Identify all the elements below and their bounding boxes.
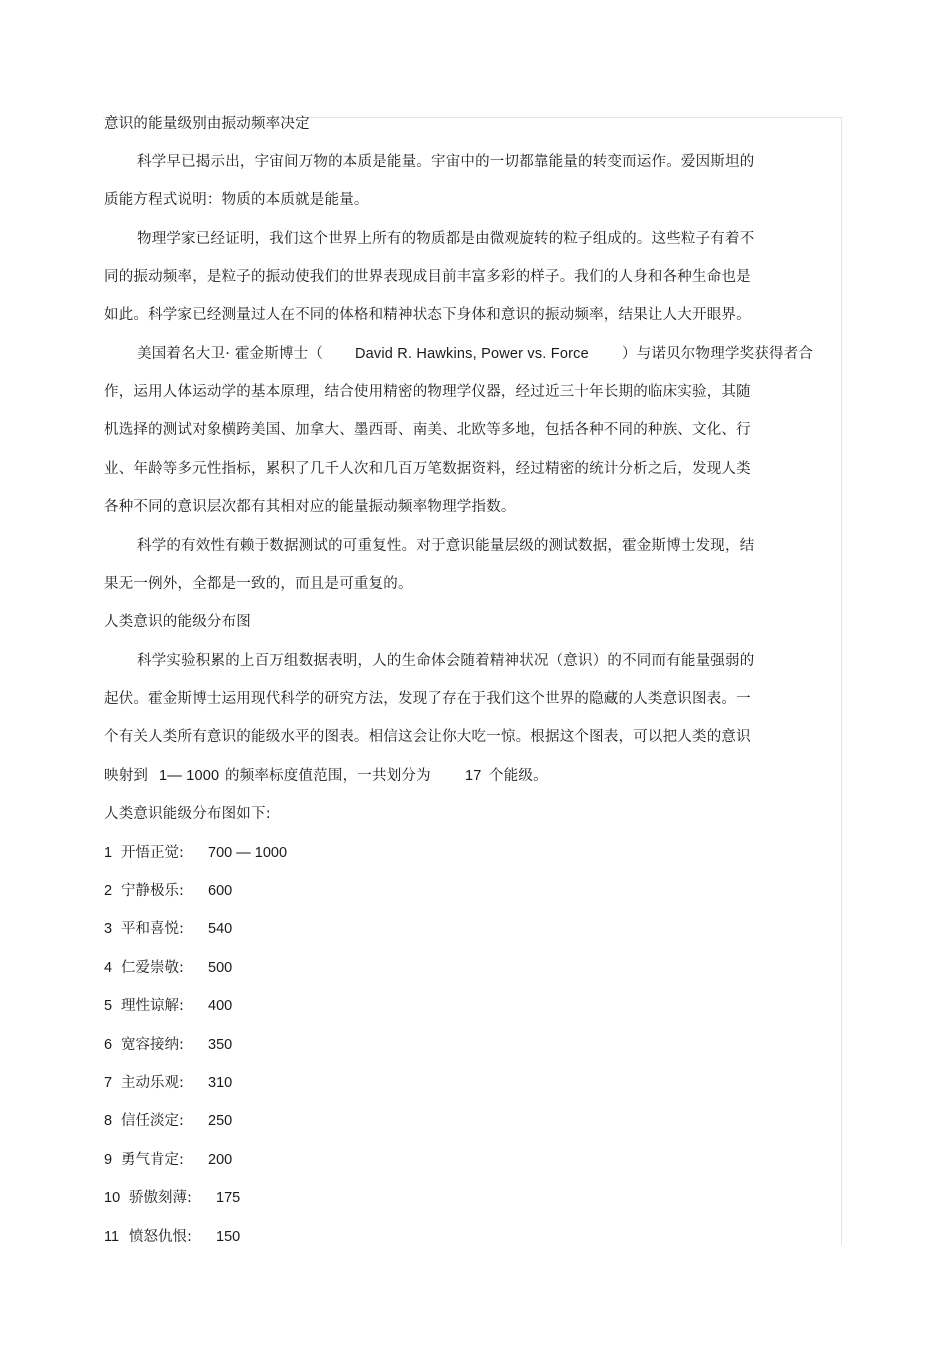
level-name: 仁爱崇敬: [121, 960, 184, 976]
paragraph-line: 机选择的测试对象横跨美国、加拿大、墨西哥、南美、北欧等多地，包括各种不同的种族、文化、行 [104, 422, 751, 438]
paragraph-line: 科学的有效性有赖于数据测试的可重复性。对于意识能量层级的测试数据，霍金斯博士发现，结 [137, 538, 755, 554]
level-value: 150 [216, 1229, 241, 1245]
section-heading: 人类意识的能级分布图 [104, 614, 251, 630]
citation-text: David R. Hawkins, Power vs. Force [355, 346, 589, 362]
level-name: 理性谅解: [121, 998, 184, 1014]
level-item [104, 882, 232, 900]
level-name: 开悟正觉: [121, 845, 184, 861]
level-value: 200 [208, 1152, 233, 1168]
level-number: 8 [104, 1113, 113, 1129]
level-value: 175 [216, 1190, 241, 1206]
level-item [104, 1036, 232, 1054]
paragraph-line [104, 767, 548, 785]
text-run: 映射到 [104, 768, 149, 784]
paragraph-line: 科学实验积累的上百万组数据表明，人的生命体会随着精神状况（意识）的不同而有能量强弱的 [137, 653, 755, 669]
paragraph-line: 质能方程式说明：物质的本质就是能量。 [104, 192, 369, 208]
level-number: 7 [104, 1075, 113, 1091]
level-name: 主动乐观: [121, 1075, 184, 1091]
level-name: 平和喜悦: [121, 921, 184, 937]
level-number: 6 [104, 1037, 113, 1053]
level-item [104, 959, 232, 977]
text-run: 的频率标度值范围，一共划分为 [225, 768, 431, 784]
level-value: 600 [208, 883, 233, 899]
list-intro: 人类意识能级分布图如下: [104, 806, 271, 822]
text-run: 美国着名大卫· 霍金斯博士（ [137, 346, 324, 362]
level-item [104, 997, 232, 1015]
level-number: 9 [104, 1152, 113, 1168]
text-run: ）与诺贝尔物理学奖获得者合 [622, 346, 814, 362]
text-run: 个能级。 [489, 768, 548, 784]
paragraph-line: 作，运用人体运动学的基本原理，结合使用精密的物理学仪器，经过近三十年长期的临床实验，其随 [104, 384, 751, 400]
level-value: 500 [208, 960, 233, 976]
level-number: 11 [104, 1229, 120, 1245]
level-value: 400 [208, 998, 233, 1014]
level-item [104, 920, 232, 938]
paragraph-line: 科学早已揭示出，宇宙间万物的本质是能量。宇宙中的一切都靠能量的转变而运作。爱因斯坦的 [137, 154, 755, 170]
level-item [104, 1228, 240, 1246]
level-item [104, 1074, 232, 1092]
level-item [104, 1189, 240, 1207]
level-value: 350 [208, 1037, 233, 1053]
paragraph-line: 业、年龄等多元性指标，累积了几千人次和几百万笔数据资料，经过精密的统计分析之后，发现人类 [104, 461, 751, 477]
level-item [104, 1151, 232, 1169]
paragraph-line: 果无一例外，全都是一致的，而且是可重复的。 [104, 576, 413, 592]
paragraph-line: 各种不同的意识层次都有其相对应的能量振动频率物理学指数。 [104, 499, 516, 515]
paragraph-line: 如此。科学家已经测量过人在不同的体格和精神状态下身体和意识的振动频率，结果让人大开眼界。 [104, 307, 751, 323]
level-value: 250 [208, 1113, 233, 1129]
level-name: 骄傲刻薄: [129, 1190, 192, 1206]
range-text: 1— 1000 [159, 768, 220, 784]
document-title: 意识的能量级别由振动频率决定 [104, 116, 310, 132]
level-number: 3 [104, 921, 113, 937]
level-number: 10 [104, 1190, 121, 1206]
paragraph-line: 起伏。霍金斯博士运用现代科学的研究方法，发现了存在于我们这个世界的隐藏的人类意识图表。一 [104, 691, 751, 707]
level-value: 700 — 1000 [208, 845, 288, 861]
paragraph-line: 物理学家已经证明，我们这个世界上所有的物质都是由微观旋转的粒子组成的。这些粒子有着不 [137, 231, 755, 247]
level-value: 310 [208, 1075, 233, 1091]
level-name: 勇气肯定: [121, 1152, 184, 1168]
level-value: 540 [208, 921, 233, 937]
level-name: 信任淡定: [121, 1113, 184, 1129]
paragraph-line: 个有关人类所有意识的能级水平的图表。相信这会让你大吃一惊。根据这个图表，可以把人类的意识 [104, 729, 751, 745]
level-number: 4 [104, 960, 113, 976]
level-name: 宁静极乐: [121, 883, 184, 899]
level-number: 5 [104, 998, 113, 1014]
count-text: 17 [465, 768, 482, 784]
level-name: 宽容接纳: [121, 1037, 184, 1053]
paragraph-line: 同的振动频率，是粒子的振动使我们的世界表现成目前丰富多彩的样子。我们的人身和各种生命也是 [104, 269, 751, 285]
level-item [104, 844, 287, 862]
level-number: 2 [104, 883, 113, 899]
level-item [104, 1112, 232, 1130]
level-name: 愤怒仇恨: [129, 1229, 192, 1245]
paragraph-line [137, 345, 813, 363]
level-number: 1 [104, 845, 113, 861]
